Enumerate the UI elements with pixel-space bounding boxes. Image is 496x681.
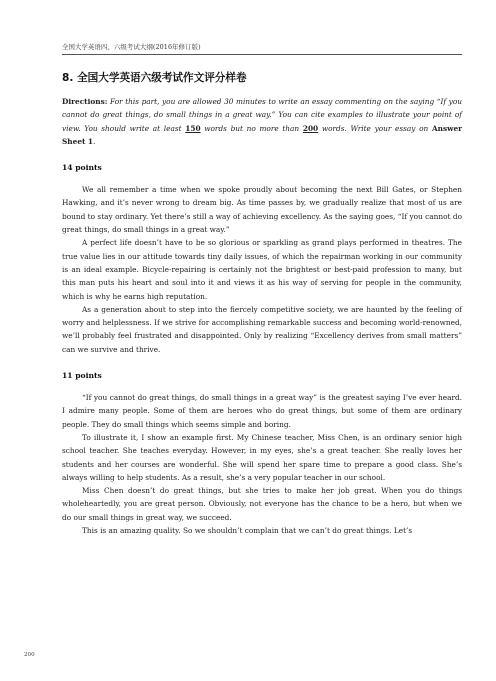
page-number: 200 bbox=[24, 652, 35, 658]
section-title: 8. 全国大学英语六级考试作文评分样卷 bbox=[62, 72, 247, 84]
sample-2-paragraph-1: “If you cannot do great things, do small things in a great way” is the greatest saying I’ve ever heard. I admire many people. Some of them are heroes who do great things, but some of them are ordinary people. They do small things which seems simple and boring. bbox=[62, 393, 462, 429]
min-words: 150 bbox=[185, 123, 201, 133]
sample-2-score: 11 points bbox=[62, 371, 102, 381]
running-header: 全国大学英语四、六级考试大纲(2016年修订版) bbox=[62, 43, 201, 51]
main-content bbox=[62, 95, 462, 537]
directions-end: . bbox=[93, 136, 96, 146]
directions-label: Directions bbox=[62, 97, 105, 106]
sample-1-paragraph-2: A perfect life doesn’t have to be so glorious or sparkling as grand plays performed in theatres. The true value lies in our attitude towards tiny daily issues, of which the repairman working in our community is an ideal example. Bicycle-repairing is certainly not the brightest or best-paid profession to many, but this man puts his heart and soul into it and views it as his way of serving for people in the community, which is why he earns high reputation. bbox=[62, 238, 462, 301]
directions-colon: : bbox=[104, 97, 108, 106]
header-rule bbox=[62, 54, 462, 55]
sample-2-paragraph-3: Miss Chen doesn’t do great things, but she tries to make her job great. When you do things wholeheartedly, you are great person. Obviously, not everyone has the chance to be a hero, but when we do our small things in great way, we succeed. bbox=[62, 486, 462, 522]
sample-1-paragraph-1: We all remember a time when we spoke proudly about becoming the next Bill Gates, or Stephen Hawking, and it’s never wrong to dream big. As time passes by, we gradually realize that most of us are bound to stay ordinary. Yet there’s still a way of achieving excellency. As the saying goes, “If you cannot do great things, do small things in a great way.” bbox=[62, 185, 462, 235]
sample-2-paragraph-2: To illustrate it, I show an example first. My Chinese teacher, Miss Chen, is an ordinary senior high school teacher. She teaches everyday. However, in my eyes, she’s a great teacher. She really loves her students and her courses are wonderful. She will spend her spare time to prepare a good class. She’s always willing to help students. As a result, she’s a very popular teacher in our school. bbox=[62, 432, 462, 482]
directions-paragraph bbox=[62, 95, 462, 148]
max-words: 200 bbox=[302, 123, 319, 133]
sample-1-paragraph-3: As a generation about to step into the fiercely competitive society, we are haunted by the feeling of worry and helplessness. If we strive for accomplishing remarkable success and becoming world-renowned, we’ll probably feel frustrated and disappointed. Only by realizing “Excellency derives from small matters” can we survive and thrive. bbox=[62, 304, 462, 354]
answer-sheet-label: Answer Sheet 1 bbox=[62, 123, 462, 146]
sample-1-score: 14 points bbox=[62, 163, 102, 173]
sample-2-paragraph-4: This is an amazing quality. So we shouldn’t complain that we can’t do great things. Let’s bbox=[82, 526, 413, 536]
directions-text-a: For this part, you are allowed 30 minutes to write an essay commenting on the saying “If you cannot do great things, do small things in a great way.” You can cite examples to illustrate your point of view. You should write at least bbox=[62, 97, 462, 133]
directions-text-b: words but no more than bbox=[200, 123, 303, 133]
directions-text-c: words. Write your essay on bbox=[318, 123, 432, 133]
